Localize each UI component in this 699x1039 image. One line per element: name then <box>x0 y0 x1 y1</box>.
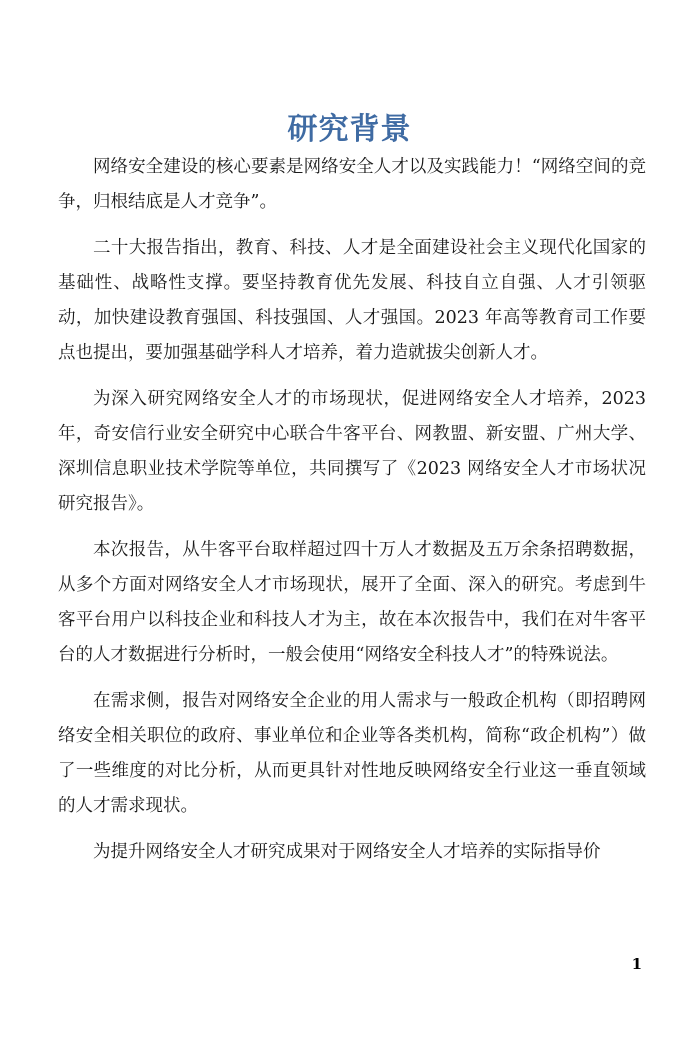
body-text <box>58 150 646 881</box>
paragraph-3: 为深入研究网络安全人才的市场现状，促进网络安全人才培养，2023 年，奇安信行业安全研究中心联合牛客平台、网教盟、新安盟、广州大学、深圳信息职业技术学院等单位，共同撰写了《2023 网络安全人才市场状况研究报告》。 <box>58 389 646 514</box>
paragraph-6: 为提升网络安全人才研究成果对于网络安全人才培养的实际指导价 <box>93 842 601 862</box>
paragraph-4: 本次报告，从牛客平台取样超过四十万人才数据及五万余条招聘数据，从多个方面对网络安全人才市场现状，展开了全面、深入的研究。考虑到牛客平台用户以科技企业和科技人才为主，故在本次报告中，我们在对牛客平台的人才数据进行分析时，一般会使用“网络安全科技人才”的特殊说法。 <box>58 540 646 665</box>
paragraph-2: 二十大报告指出，教育、科技、人才是全面建设社会主义现代化国家的基础性、战略性支撑。要坚持教育优先发展、科技自立自强、人才引领驱动，加快建设教育强国、科技强国、人才强国。2023 年高等教育司工作要点也提出，要加强基础学科人才培养，着力造就拔尖创新人才。 <box>58 238 646 363</box>
page-title: 研究背景 <box>287 112 412 147</box>
page-number: 1 <box>631 955 642 973</box>
paragraph-1: 网络安全建设的核心要素是网络安全人才以及实践能力！“网络空间的竞争，归根结底是人才竞争”。 <box>58 157 646 212</box>
paragraph-5: 在需求侧，报告对网络安全企业的用人需求与一般政企机构（即招聘网络安全相关职位的政府、事业单位和企业等各类机构，简称“政企机构”）做了一些维度的对比分析，从而更具针对性地反映网络安全行业这一垂直领域的人才需求现状。 <box>58 691 646 816</box>
